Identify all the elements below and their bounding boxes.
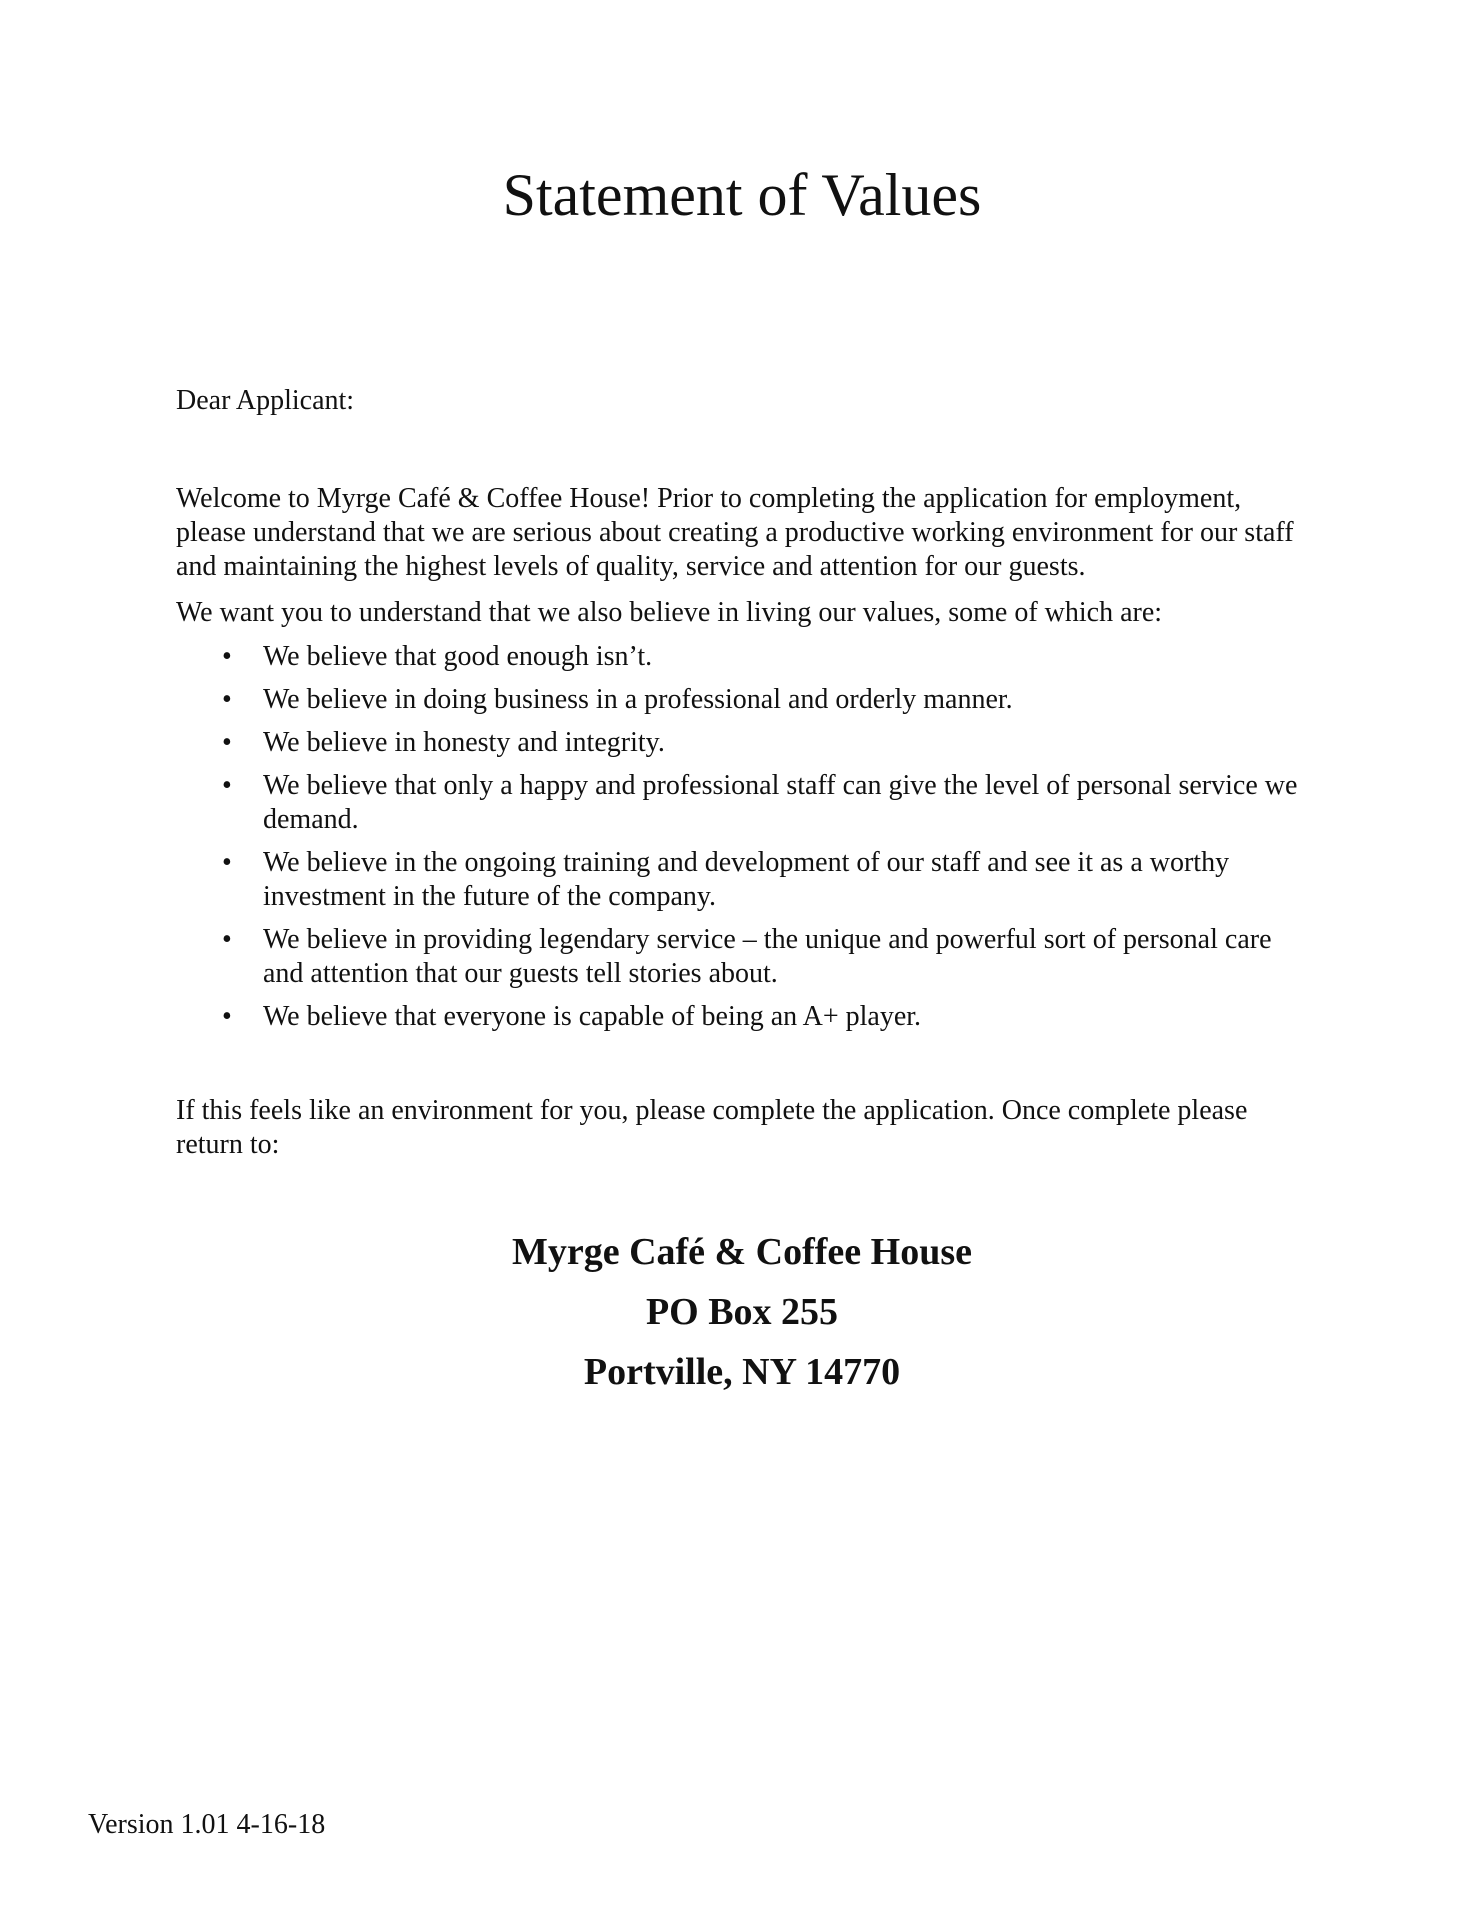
mailing-address [0, 1222, 1484, 1402]
values-list [176, 640, 1316, 1043]
value-text: We believe that good enough isn’t. [263, 641, 653, 672]
bullet-icon: • [222, 727, 232, 758]
address-po-box: PO Box 255 [645, 1291, 839, 1333]
values-intro: We want you to understand that we also believe in living our values, some of which are: [176, 597, 1163, 628]
closing-paragraph: If this feels like an environment for you, please complete the application. Once complete please return to: [176, 1095, 1248, 1160]
welcome-paragraph: Welcome to Myrge Café & Coffee House! Prior to completing the application for employment, please understand that we are serious about creating a productive working environment for our staff and maintaining the highest levels of quality, service and attention for our guests. [176, 483, 1294, 582]
list-item [176, 1000, 1316, 1034]
list-item [176, 923, 1316, 991]
value-text: We believe that only a happy and professional staff can give the level of personal service we demand. [263, 770, 1298, 835]
bullet-icon: • [222, 1001, 232, 1032]
list-item [176, 846, 1316, 914]
bullet-icon: • [222, 641, 232, 672]
value-text: We believe that everyone is capable of being an A+ player. [263, 1001, 922, 1032]
list-item [176, 640, 1316, 674]
bullet-icon: • [222, 770, 232, 801]
bullet-icon: • [222, 684, 232, 715]
list-item [176, 683, 1316, 717]
address-city-state-zip: Portville, NY 14770 [583, 1351, 901, 1393]
business-name: Myrge Café & Coffee House [511, 1231, 973, 1273]
value-text: We believe in honesty and integrity. [263, 727, 665, 758]
value-text: We believe in the ongoing training and development of our staff and see it as a worthy investment in the future of the company. [263, 847, 1230, 912]
list-item [176, 726, 1316, 760]
bullet-icon: • [222, 924, 232, 955]
page-title: Statement of Values [502, 162, 982, 228]
value-text: We believe in providing legendary service – the unique and powerful sort of personal care and attention that our guests tell stories about. [263, 924, 1272, 989]
salutation: Dear Applicant: [176, 385, 355, 416]
version-footer: Version 1.01 4-16-18 [88, 1809, 326, 1840]
bullet-icon: • [222, 847, 232, 878]
value-text: We believe in doing business in a professional and orderly manner. [263, 684, 1013, 715]
list-item [176, 769, 1316, 837]
